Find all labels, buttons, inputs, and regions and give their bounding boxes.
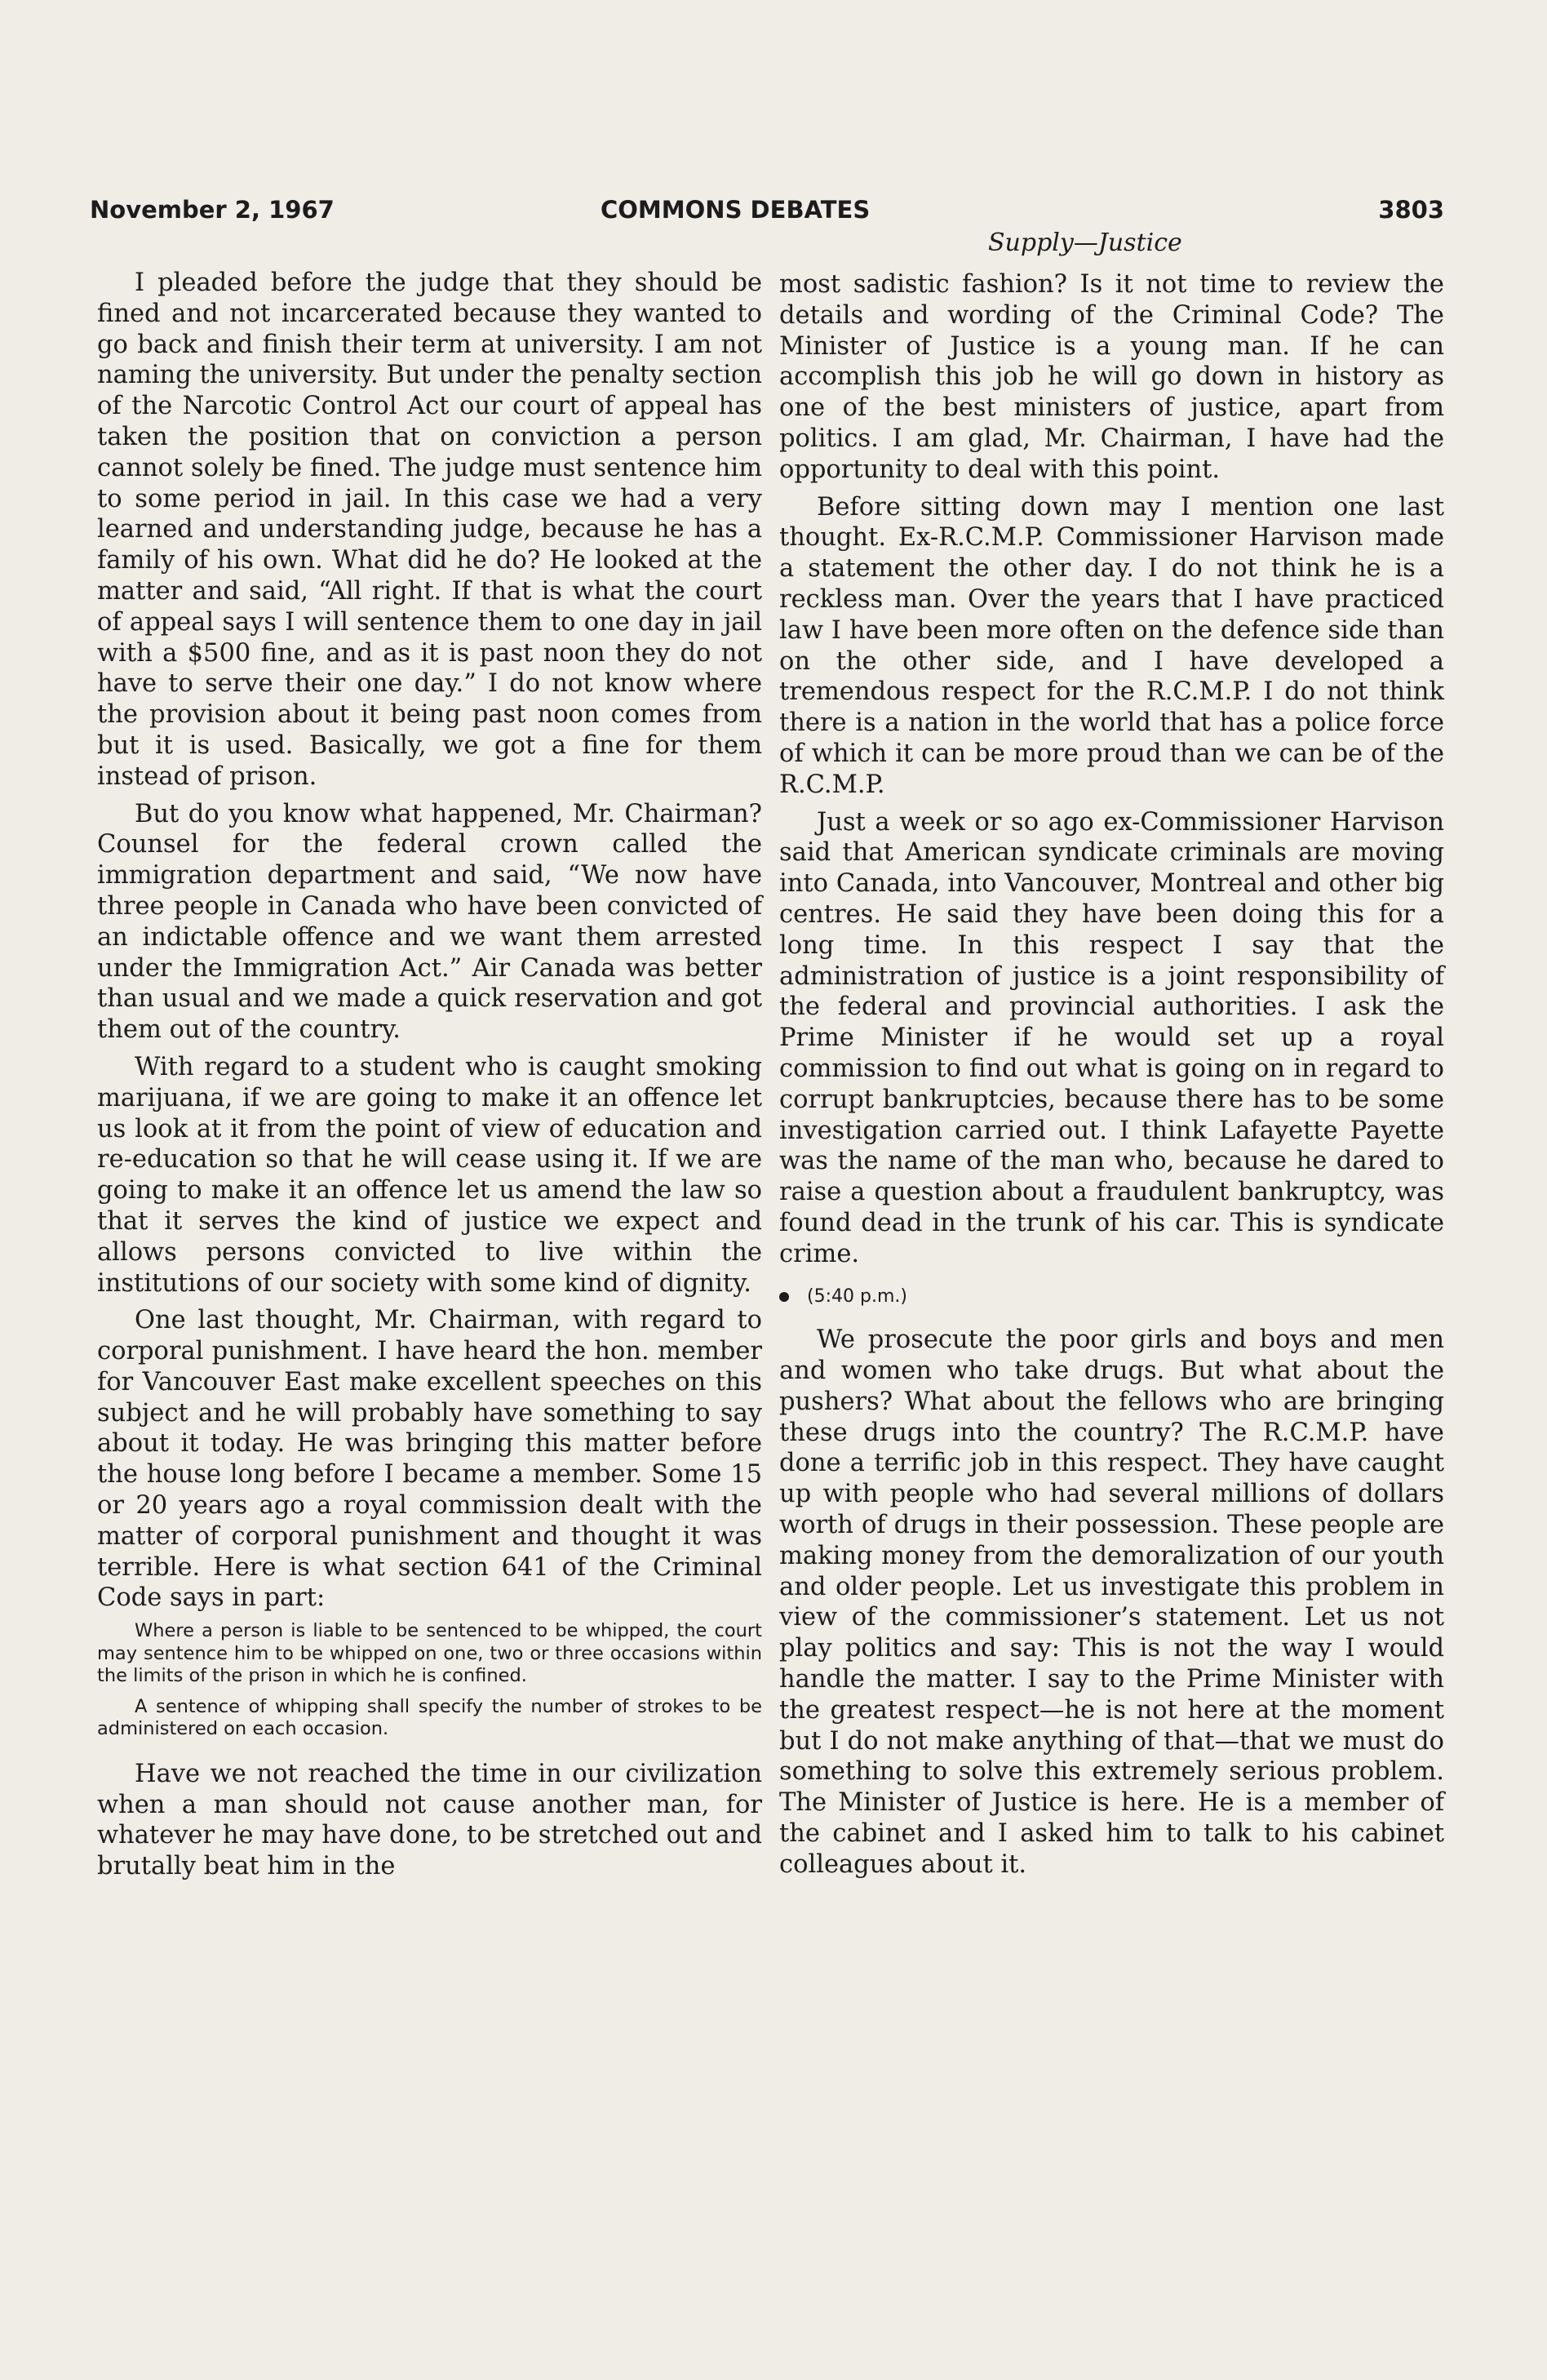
right-paragraph-1: most sadistic fashion? Is it not time to review the details and wording of the Criminal Code? The Minister of Justice is a young man. If he can accomplish this job he will go down in history as one of the best ministers of justice, apart from politics. I am glad, Mr. Chairman, I have had the opportunity to deal with this point. <box>779 270 1444 484</box>
left-paragraph-3: With regard to a student who is caught smoking marijuana, if we are going to make it an offence let us look at it from the point of view of education and re-education so that he will cease using it. If we are going to make it an offence let us amend the law so that it serves the kind of justice we expect and allows persons convicted to live within the institutions of our society with some kind of dignity. <box>97 1052 762 1298</box>
timestamp-marker <box>779 1281 1444 1312</box>
left-paragraph-1: I pleaded before the judge that they should be fined and not incarcerated because they wanted to go back and finish their term at university. I am not naming the university. But under the penalty section of the Narcotic Control Act our court of appeal has taken the position that on conviction a person cannot solely be fined. The judge must sentence him to some period in jail. In this case we had a very learned and understanding judge, because he has a family of his own. What did he do? He looked at the matter and said, “All right. If that is what the court of appeal says I will sentence them to one day in jail with a $500 fine, and as it is past noon they do not have to serve their one day.” I do not know where the provision about it being past noon comes from but it is used. Basically, we got a fine for them instead of prison. <box>97 269 762 791</box>
code-quote-2: A sentence of whipping shall specify the number of strokes to be administered on each occasion. <box>97 1695 762 1740</box>
left-paragraph-4: One last thought, Mr. Chairman, with regard to corporal punishment. I have heard the hon. member for Vancouver East make excellent speeches on this subject and he will probably have something to say about it today. He was bringing this matter before the house long before I became a member. Some 15 or 20 years ago a royal commission dealt with the matter of corporal punishment and thought it was terrible. Here is what section 641 of the Criminal Code says in part: <box>97 1306 762 1613</box>
left-paragraph-5: Have we not reached the time in our civilization when a man should not cause another man, for whatever he may have done, to be stretched out and brutally beat him in the <box>97 1759 762 1881</box>
header-date: November 2, 1967 <box>90 196 335 224</box>
right-paragraph-3: Just a week or so ago ex-Commissioner Harvison said that American syndicate criminals are moving into Canada, into Vancouver, Montreal and other big centres. He said they have been doing this for a long time. In this respect I say that the administration of justice is a joint responsibility of the federal and provincial authorities. I ask the Prime Minister if he would set up a royal commission to find out what is going on in regard to corrupt bankruptcies, because there has to be some investigation carried out. I think Lafayette Payette was the name of the man who, because he dared to raise a question about a fraudulent bankruptcy, was found dead in the trunk of his car. This is syndicate crime. <box>779 807 1444 1268</box>
page-number: 3803 <box>1378 196 1444 224</box>
timestamp-text: (5:40 p.m.) <box>807 1285 907 1307</box>
page-header <box>90 196 1444 229</box>
header-title: COMMONS DEBATES <box>601 196 871 224</box>
right-paragraph-2: Before sitting down may I mention one last thought. Ex-R.C.M.P. Commissioner Harvison made a statement the other day. I do not think he is a reckless man. Over the years that I have practiced law I have been more often on the defence side than on the other side, and I have developed a tremendous respect for the R.C.M.P. I do not think there is a nation in the world that has a police force of which it can be more proud than we can be of the R.C.M.P. <box>779 492 1444 799</box>
right-column <box>779 269 1444 1887</box>
bullet-icon <box>779 1292 789 1302</box>
code-quote-1: Where a person is liable to be sentenced to be whipped, the court may sentence him to be whipped on one, two or three occasions within the limits of the prison in which he is confined. <box>97 1620 762 1687</box>
right-paragraph-4: We prosecute the poor girls and boys and men and women who take drugs. But what about the pushers? What about the fellows who are bringing these drugs into the country? The R.C.M.P. have done a terrific job in this respect. They have caught up with people who had several millions of dollars worth of drugs in their possession. These people are making money from the demoralization of our youth and older people. Let us investigate this problem in view of the commissioner’s statement. Let us not play politics and say: This is not the way I would handle the matter. I say to the Prime Minister with the greatest respect—he is not here at the moment but I do not make anything of that—that we must do something to solve this extremely serious problem. The Minister of Justice is here. He is a member of the cabinet and I asked him to talk to his cabinet colleagues about it. <box>779 1325 1444 1879</box>
left-column <box>97 268 762 1889</box>
section-subheading: Supply—Justice <box>988 229 1182 257</box>
left-paragraph-2: But do you know what happened, Mr. Chairman? Counsel for the federal crown called the immigration department and said, “We now have three people in Canada who have been convicted of an indictable offence and we want them arrested under the Immigration Act.” Air Canada was better than usual and we made a quick reservation and got them out of the country. <box>97 799 762 1045</box>
